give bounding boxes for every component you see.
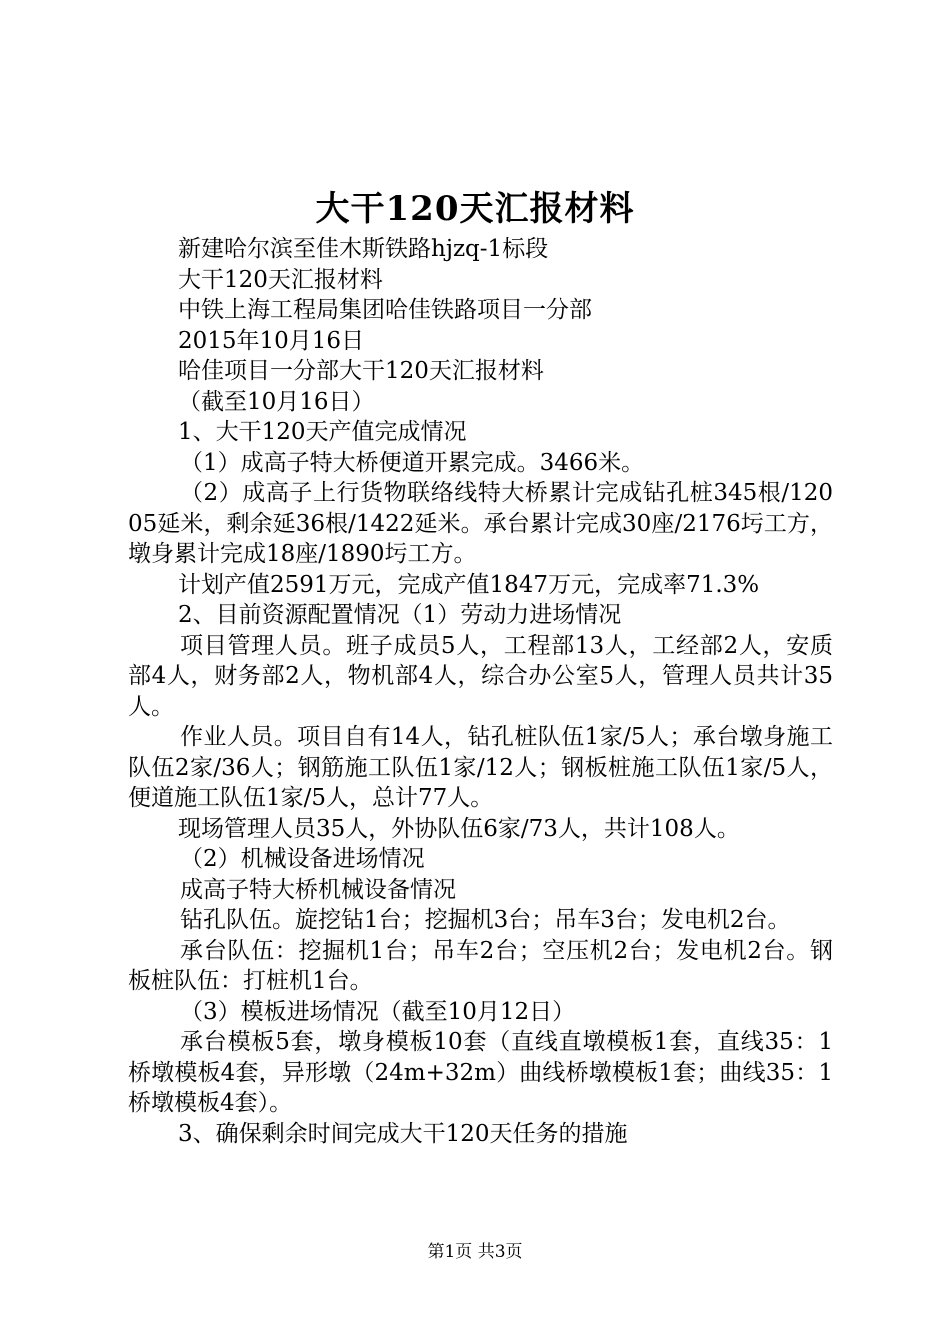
paragraph-workers: 作业人员。项目自有14人，钻孔桩队伍1家/5人；承台墩身施工队伍2家/36人；钢筋施工队伍1家/12人；钢板桩施工队伍1家/5人，便道施工队伍1家/5人，总计77人。 <box>128 724 833 811</box>
paragraph-management-staff: 项目管理人员。班子成员5人，工程部13人，工经部2人，安质部4人，财务部2人，物机部4人，综合办公室5人，管理人员共计35人。 <box>128 632 833 720</box>
paragraph-equipment-heading: 成高子特大桥机械设备情况 <box>180 876 456 903</box>
page-title: 大干120天汇报材料 <box>315 189 635 229</box>
paragraph-organization: 中铁上海工程局集团哈佳铁路项目一分部 <box>178 297 592 323</box>
paragraph-output-value: 计划产值2591万元，完成产值1847万元，完成率71.3% <box>178 571 760 598</box>
paragraph-subtitle: 哈佳项目一分部大干120天汇报材料 <box>178 358 544 384</box>
paragraph-drilling-team: 钻孔队伍。旋挖钻1台；挖掘机3台；吊车3台；发电机2台。 <box>180 907 791 933</box>
paragraph-item-2-2: （2）机械设备进场情况 <box>180 846 425 872</box>
paragraph-cutoff-date: （截至10月16日） <box>178 388 375 415</box>
paragraph-item-2-3: （3）模板进场情况（截至10月12日） <box>180 998 576 1025</box>
paragraph-cap-team: 承台队伍：挖掘机1台；吊车2台；空压机2台；发电机2台。钢板桩队伍：打桩机1台。 <box>128 937 833 994</box>
paragraph-item-1-2: （2）成高子上行货物联络线特大桥累计完成钻孔桩345根/12005延米，剩余延36根/1422延米。承台累计完成30座/2176圬工方，墩身累计完成18座/1890圬工方。 <box>128 480 833 567</box>
section-heading-3: 3、确保剩余时间完成大干120天任务的措施 <box>178 1120 628 1147</box>
paragraph-item-1-1: （1）成高子特大桥便道开累完成。3466米。 <box>180 449 645 476</box>
section-heading-1: 1、大干120天产值完成情况 <box>178 419 467 445</box>
page-footer: 第1页 共3页 <box>427 1242 523 1262</box>
paragraph-date: 2015年10月16日 <box>178 327 365 354</box>
paragraph-project-name: 新建哈尔滨至佳木斯铁路hjzq-1标段 <box>178 236 549 262</box>
paragraph-formwork: 承台模板5套，墩身模板10套（直线直墩模板1套，直线35：1桥墩模板4套，异形墩（24m+32m）曲线桥墩模板1套；曲线35：1桥墩模板4套）。 <box>128 1029 833 1116</box>
paragraph-total-staff: 现场管理人员35人，外协队伍6家/73人，共计108人。 <box>178 815 740 842</box>
paragraph-report-title: 大干120天汇报材料 <box>178 266 383 293</box>
section-heading-2: 2、目前资源配置情况（1）劳动力进场情况 <box>178 602 622 628</box>
document-body <box>128 234 833 1149</box>
